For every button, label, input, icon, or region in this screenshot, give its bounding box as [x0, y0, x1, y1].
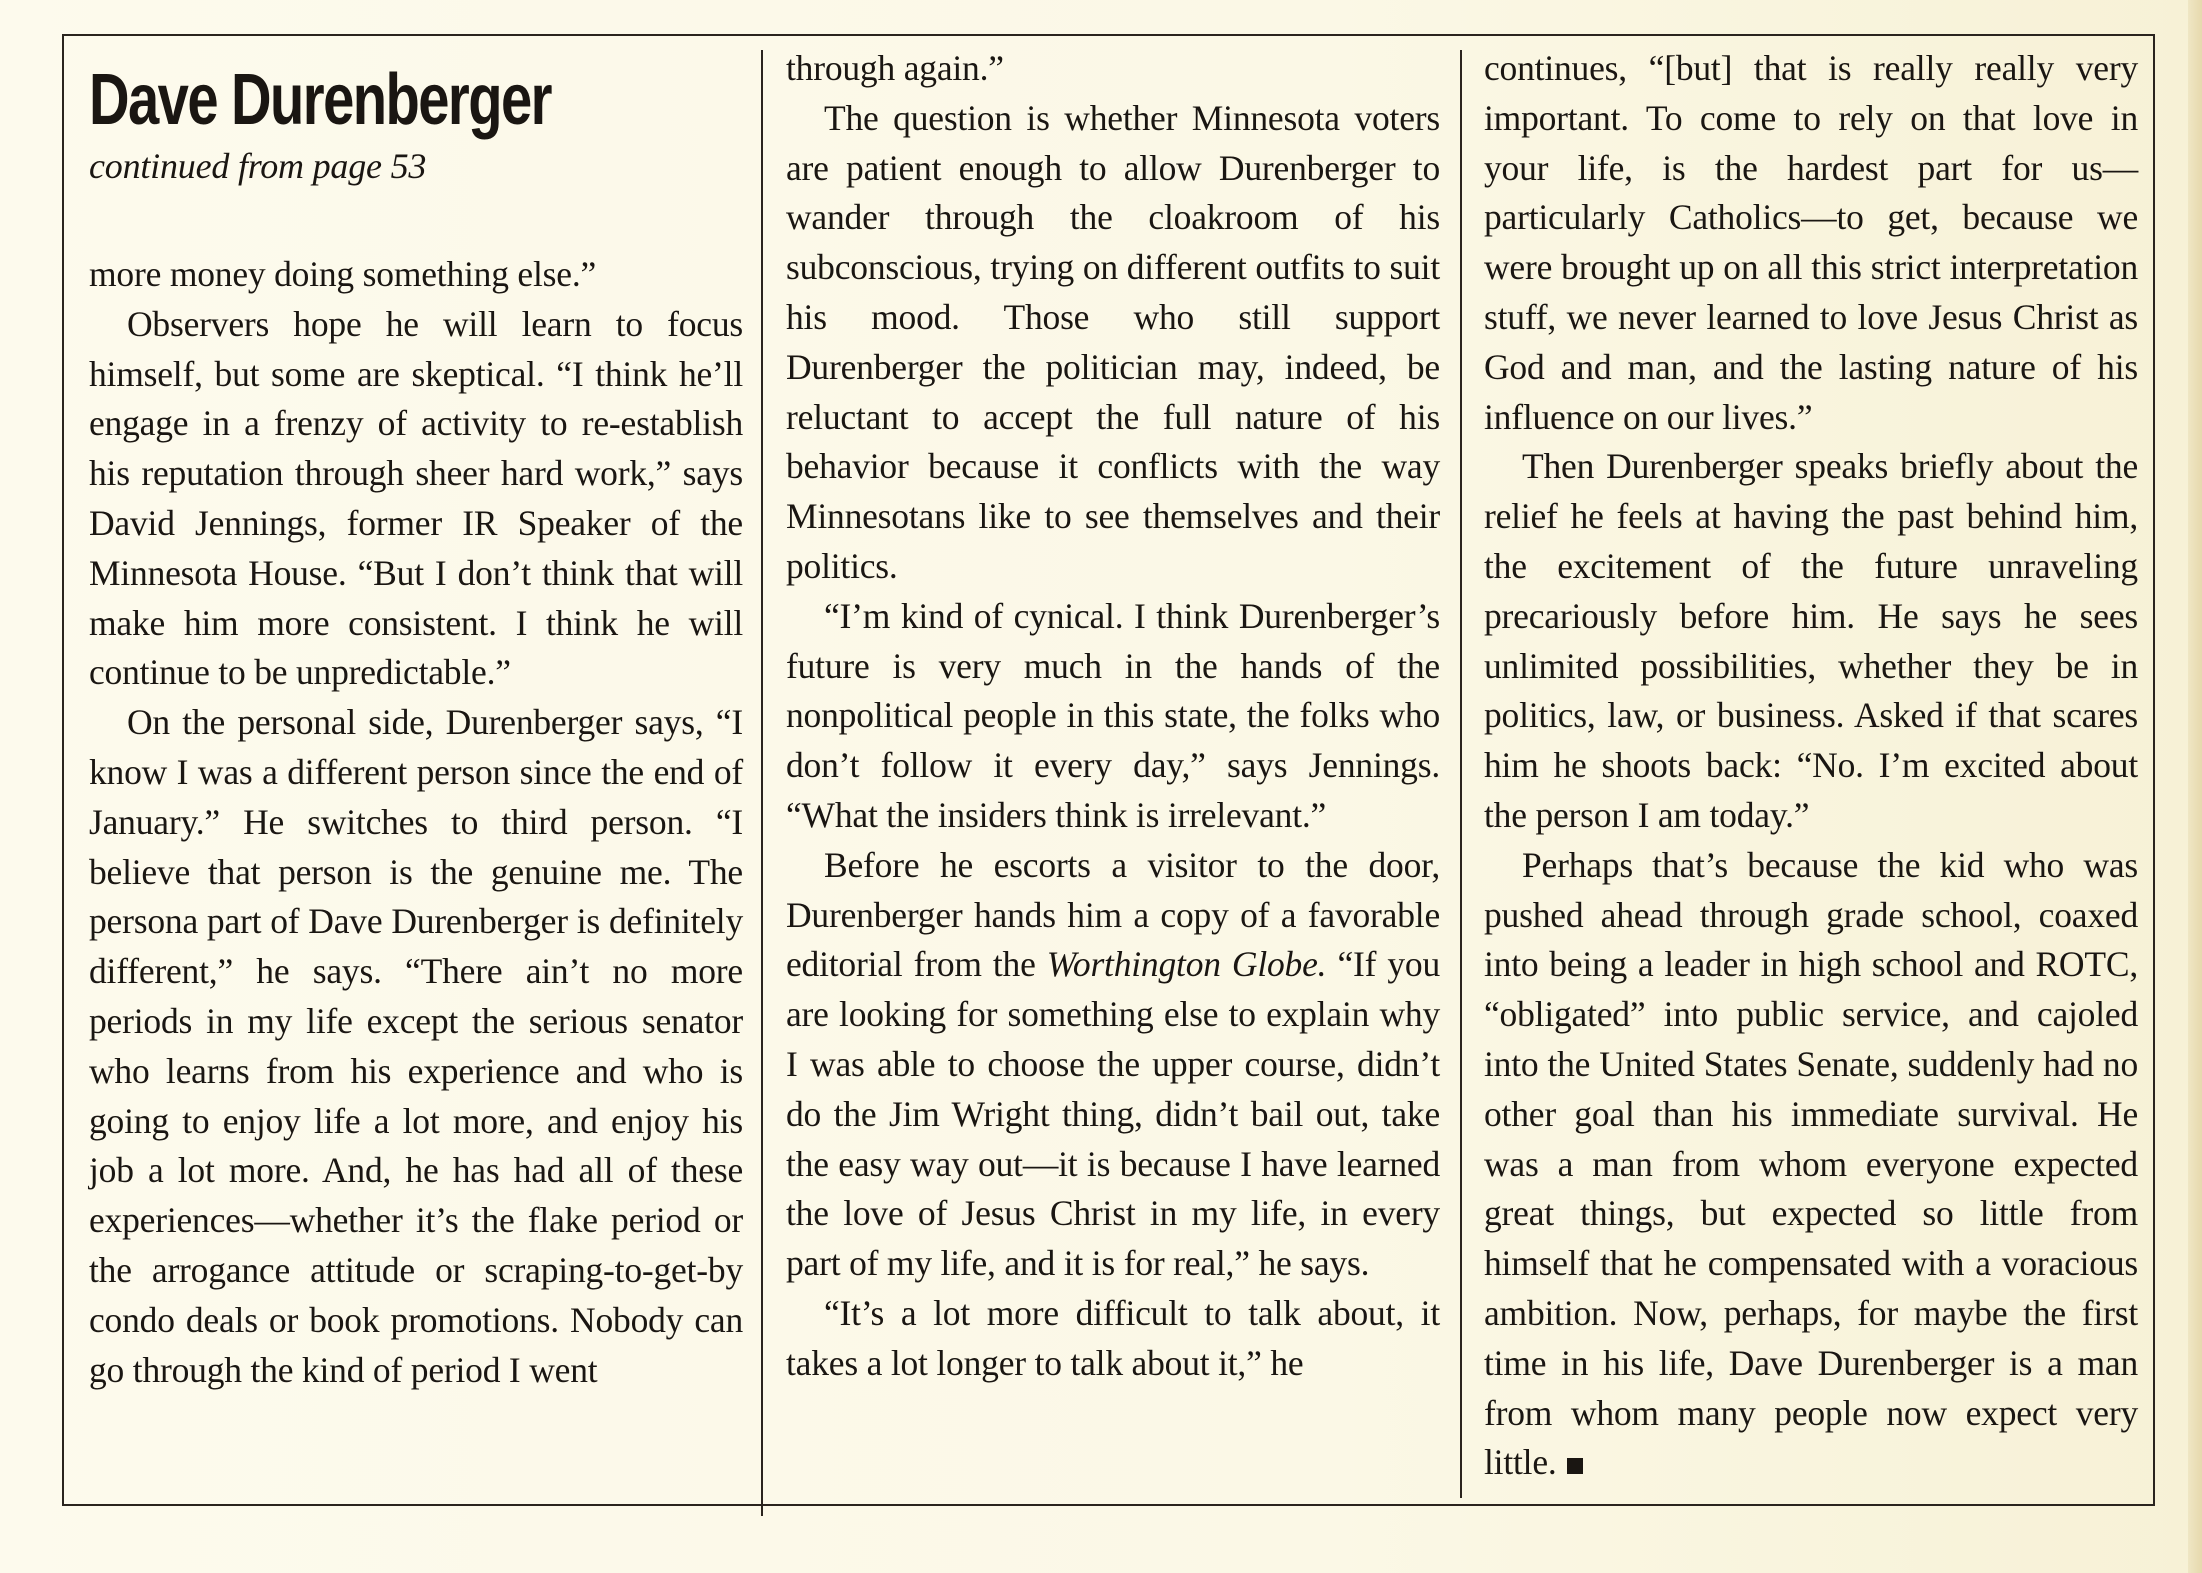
paragraph: Then Durenberger speaks briefly about the relief he feels at having the past behind him, the excitement of the future unraveling precariously before him. He says he sees unlimited possibilities, whether they be in politics, law, or business. Asked if that scares him he shoots back: “No. I’m excited about the person I am today.”	[1484, 446, 2138, 835]
paragraph: The question is whether Minnesota voters are patient enough to allow Durenberger to wander through the cloakroom of his subconscious, trying on different outfits to suit his mood. Those who still support Durenberger the politician may, indeed, be reluctant to accept the full nature of his behavior because it conflicts with the way Minnesotans like to see themselves and their politics.	[786, 97, 1440, 586]
paragraph	[786, 841, 1440, 1289]
column-1	[89, 36, 743, 1395]
paragraph	[1484, 841, 2138, 1488]
paragraph-text: “If you are looking for something else to explain why I was able to choose the upper course, didn’t do the Jim Wright thing, didn’t bail out, take the easy way out—it is because I have learned the love of Jesus Christ in my life, in every part of my life, and it is for real,” he says.	[786, 944, 1440, 1284]
paragraph-text: Before he escorts a visitor to the door, Durenberger hands him a copy of a favorable editorial from the	[786, 844, 1440, 985]
continued-from-note: continued from page 53	[89, 146, 427, 186]
headline: Dave Durenberger	[89, 60, 551, 140]
paragraph: more money doing something else.”	[89, 254, 597, 294]
paragraph: “I’m kind of cynical. I think Durenberger’s future is very much in the hands of the nonpolitical people in this state, the folks who don’t follow it every day,” says Jennings. “What the insiders think is irrelevant.”	[786, 595, 1440, 835]
paragraph: continues, “[but] that is really really very important. To come to rely on that love in your life, is the hardest part for us—particularly Catholics—to get, because we were brought up on all this strict interpretation stuff, we never learned to love Jesus Christ as God and man, and the lasting nature of his influence on our lives.”	[1484, 48, 2138, 437]
page-edge	[2188, 0, 2202, 1573]
end-of-article-mark-icon	[1567, 1458, 1583, 1474]
column-rule-2	[1460, 50, 1462, 1498]
paragraph: “It’s a lot more difficult to talk about, it takes a lot longer to talk about it,” he	[786, 1292, 1440, 1383]
column-2	[786, 36, 1440, 1389]
article-box	[62, 34, 2155, 1506]
paragraph: On the personal side, Durenberger says, “I know I was a different person since the end of January.” He switches to third person. “I believe that person is the genuine me. The persona part of Dave Durenberger is definitely different,” he says. “There ain’t no more periods in my life except the serious senator who learns from his experience and who is going to enjoy life a lot more, and enjoy his job a lot more. And, he has had all of these experiences—whether it’s the flake period or the arrogance attitude or scraping-to-get-by condo deals or book promotions. Nobody can go through the kind of period I went	[89, 702, 743, 1390]
publication-name: Worthington Globe.	[1046, 944, 1327, 985]
column-3	[1484, 36, 2138, 1488]
paragraph-text: Perhaps that’s because the kid who was pushed ahead through grade school, coaxed into being a leader in high school and ROTC, “obligated” into public service, and cajoled into the United States Senate, suddenly had no other goal than his immediate survival. He was a man from whom everyone expected great things, but expected so little from himself that he compensated with a voracious ambition. Now, perhaps, for maybe the first time in his life, Dave Durenberger is a man from whom many people now expect very little.	[1484, 844, 2138, 1483]
paragraph: Observers hope he will learn to focus himself, but some are skeptical. “I think he’ll engage in a frenzy of activity to re-establish his reputation through sheer hard work,” says David Jennings, former IR Speaker of the Minnesota House. “But I don’t think that will make him more consistent. I think he will continue to be unpredictable.”	[89, 303, 743, 693]
paragraph: through again.”	[786, 48, 1004, 88]
column-rule-1	[761, 50, 763, 1516]
